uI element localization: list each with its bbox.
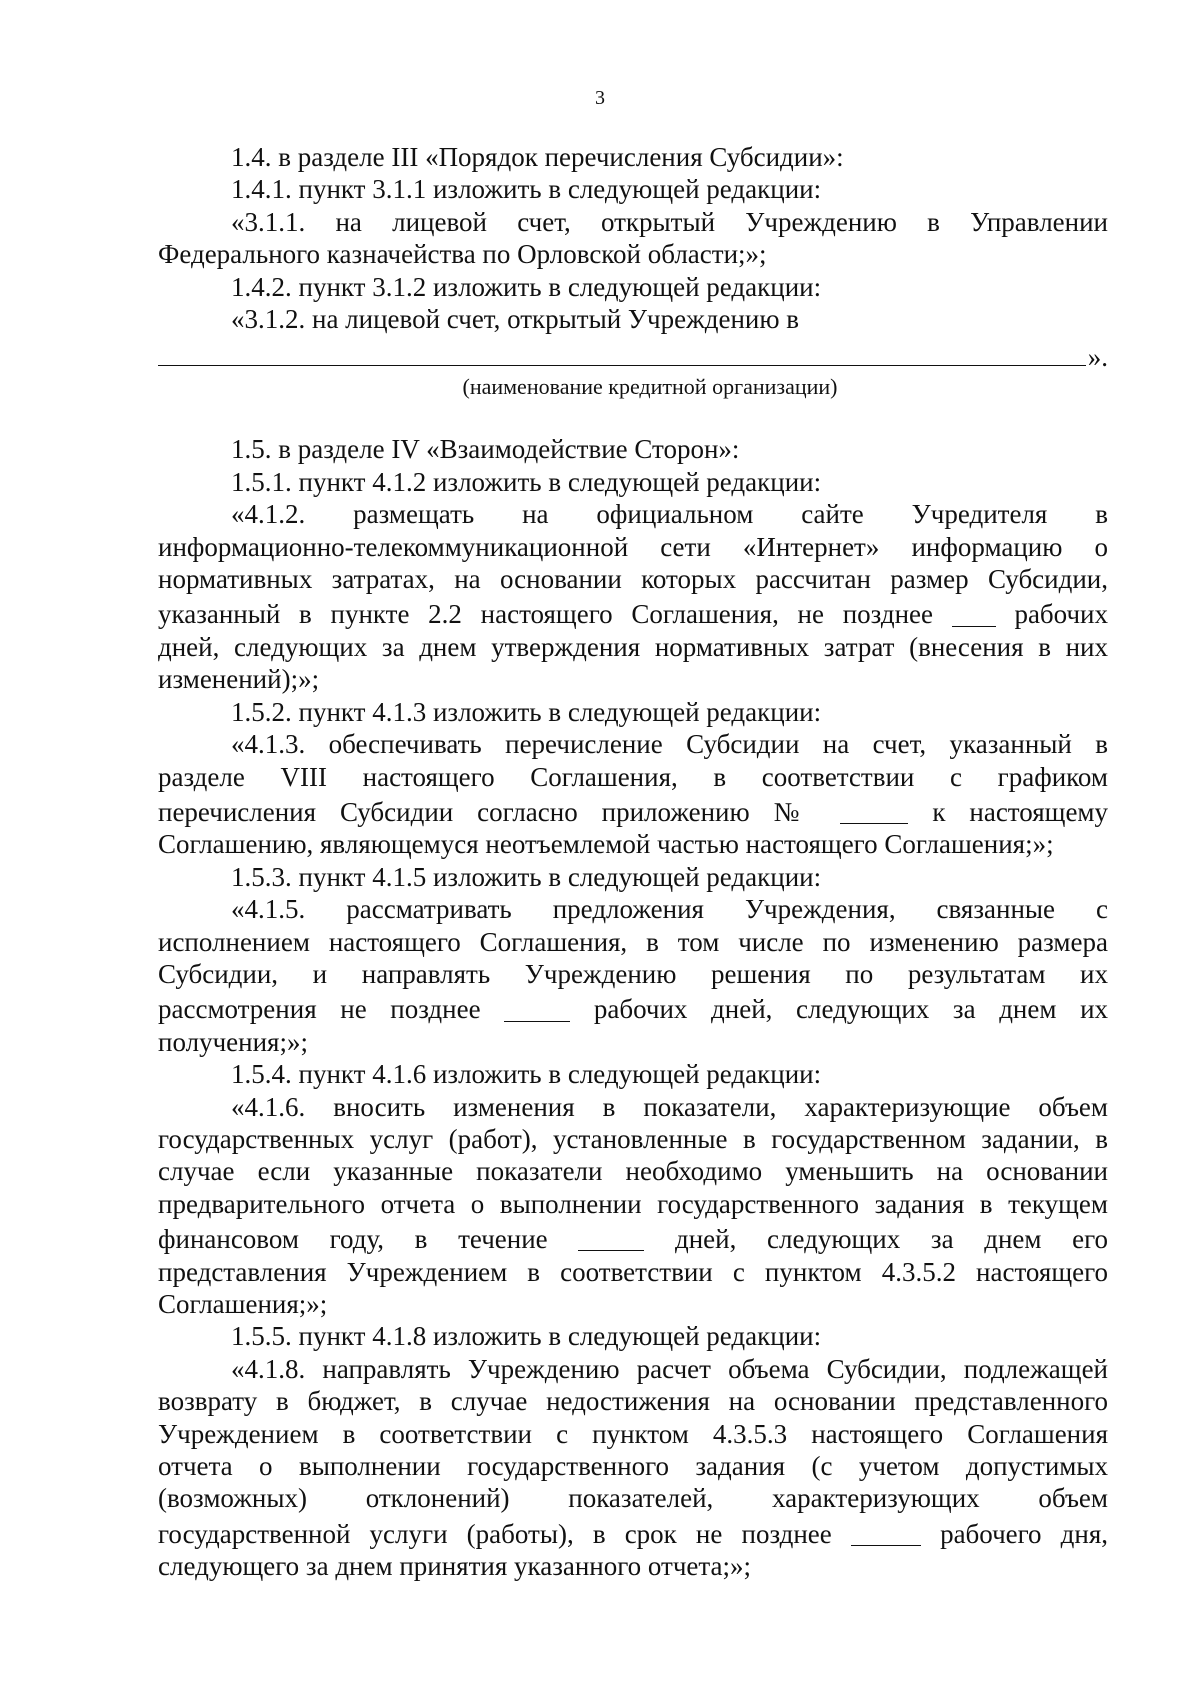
paragraph-line: Федерального казначейства по Орловской области;»; — [158, 239, 767, 270]
blank-line — [851, 1518, 921, 1546]
line-part: перечисления Субсидии согласно приложению № — [158, 796, 817, 827]
blank-line — [504, 994, 570, 1022]
paragraph-line: 1.5.5. пункт 4.1.8 изложить в следующей редакции: — [231, 1321, 822, 1352]
field-caption: (наименование кредитной организации) — [462, 374, 838, 400]
paragraph-1-4-2 — [158, 271, 1108, 303]
paragraph-line: случае если указанные показатели необходимо уменьшить на основании — [158, 1156, 1108, 1187]
paragraph-line: предварительного отчета о выполнении государственного задания в текущем — [158, 1188, 1108, 1219]
quote-4-1-3 — [158, 728, 1108, 861]
paragraph-line: 1.5.3. пункт 4.1.5 изложить в следующей редакции: — [231, 861, 822, 892]
line-part: государственной услуги (работы), в срок не позднее — [158, 1518, 832, 1549]
quote-4-1-2 — [158, 498, 1108, 695]
blank-line — [840, 796, 908, 824]
paragraph-line: 1.4.2. пункт 3.1.2 изложить в следующей редакции: — [231, 271, 822, 302]
paragraph-line: «4.1.8. направлять Учреждению расчет объема Субсидии, подлежащей — [231, 1353, 1108, 1384]
paragraph-line: «4.1.6. вносить изменения в показатели, характеризующие объем — [231, 1091, 1108, 1122]
paragraph-line: информационно-телекоммуникационной сети «Интернет» информацию о — [158, 531, 1108, 562]
paragraph-line: Соглашению, являющемуся неотъемлемой частью настоящего Соглашения;»; — [158, 829, 1054, 860]
paragraph-line: возврату в бюджет, в случае недостижения на основании представленного — [158, 1386, 1108, 1417]
paragraph-line: Соглашения;»; — [158, 1289, 328, 1319]
paragraph-line: нормативных затратах, на основании которых рассчитан размер Субсидии, — [158, 564, 1108, 595]
paragraph-line: «4.1.5. рассматривать предложения Учреждения, связанные с — [231, 894, 1108, 925]
paragraph-line: государственных услуг (работ), установленные в государственном задании, в — [158, 1123, 1108, 1154]
paragraph-line: 1.5.1. пункт 4.1.2 изложить в следующей редакции: — [231, 466, 822, 497]
blank-line — [952, 599, 996, 627]
bank-name-fill-line — [158, 339, 1108, 373]
quote-4-1-6 — [158, 1091, 1108, 1321]
paragraph-line: 1.5. в разделе IV «Взаимодействие Сторон»: — [231, 434, 740, 465]
paragraph-line: (возможных) отклонений) показателей, характеризующих объем — [158, 1483, 1108, 1514]
paragraph-line: 1.5.4. пункт 4.1.6 изложить в следующей редакции: — [231, 1059, 822, 1090]
line-part: к настоящему — [932, 796, 1109, 827]
quote-3-1-1 — [158, 206, 1108, 271]
paragraph-line — [158, 595, 1108, 630]
paragraph-line: получения;»; — [158, 1026, 308, 1057]
paragraph-line — [158, 793, 1108, 828]
paragraph-1-5-2 — [158, 696, 1108, 728]
paragraph-1-5-5 — [158, 1320, 1108, 1352]
paragraph-line — [158, 1220, 1108, 1255]
closing-quote: ». — [1087, 342, 1108, 373]
document-body — [158, 141, 1108, 1583]
paragraph-1-4-1 — [158, 173, 1108, 205]
line-part: рассмотрения не позднее — [158, 994, 481, 1025]
paragraph-line: отчета о выполнении государственного задания (с учетом допустимых — [158, 1451, 1108, 1482]
blank-line — [158, 365, 1086, 366]
paragraph-line — [158, 1515, 1108, 1550]
paragraph-1-5-1 — [158, 466, 1108, 498]
paragraph-line: изменений);»; — [158, 664, 320, 695]
paragraph-line: представления Учреждением в соответствии с пунктом 4.3.5.2 настоящего — [158, 1256, 1108, 1287]
paragraph-line: 1.4. в разделе III «Порядок перечисления Субсидии»: — [231, 142, 844, 172]
paragraph-line: разделе VIII настоящего Соглашения, в соответствии с графиком — [158, 761, 1108, 792]
paragraph-line: следующего за днем принятия указанного отчета;»; — [158, 1551, 752, 1582]
paragraph-line — [158, 990, 1108, 1025]
line-part: указанный в пункте 2.2 настоящего Соглашения, не позднее — [158, 599, 933, 630]
paragraph-line: «3.1.2. на лицевой счет, открытый Учреждению в — [231, 304, 800, 335]
paragraph-line: 1.5.2. пункт 4.1.3 изложить в следующей редакции: — [231, 696, 822, 727]
paragraph-1-5-3 — [158, 861, 1108, 893]
quote-4-1-8 — [158, 1353, 1108, 1583]
paragraph-line: «4.1.3. обеспечивать перечисление Субсидии на счет, указанный в — [231, 729, 1108, 760]
quote-3-1-2 — [158, 303, 1108, 401]
paragraph-line: 1.4.1. пункт 3.1.1 изложить в следующей редакции: — [231, 174, 822, 205]
paragraph-line: исполнением настоящего Соглашения, в том числе по изменению размера — [158, 926, 1108, 957]
line-part: финансовом году, в течение — [158, 1224, 548, 1255]
paragraph-line: Учреждением в соответствии с пунктом 4.3.5.3 настоящего Соглашения — [158, 1418, 1108, 1449]
paragraph-line: «3.1.1. на лицевой счет, открытый Учреждению в Управлении — [231, 206, 1108, 237]
page-number: 3 — [595, 87, 605, 109]
paragraph-1-5-4 — [158, 1058, 1108, 1090]
paragraph-line: «4.1.2. размещать на официальном сайте Учредителя в — [231, 499, 1108, 530]
line-part: рабочего дня, — [940, 1518, 1109, 1549]
quote-4-1-5 — [158, 893, 1108, 1058]
line-part: рабочих — [1014, 599, 1109, 630]
paragraph-line: Субсидии, и направлять Учреждению решения по результатам их — [158, 958, 1108, 989]
line-part: рабочих дней, следующих за днем их — [593, 994, 1109, 1025]
paragraph-1-4 — [158, 141, 1108, 173]
line-part: дней, следующих за днем его — [674, 1224, 1109, 1255]
paragraph-line: дней, следующих за днем утверждения нормативных затрат (внесения в них — [158, 631, 1108, 662]
paragraph-1-5 — [158, 433, 1108, 465]
blank-line — [578, 1223, 644, 1251]
